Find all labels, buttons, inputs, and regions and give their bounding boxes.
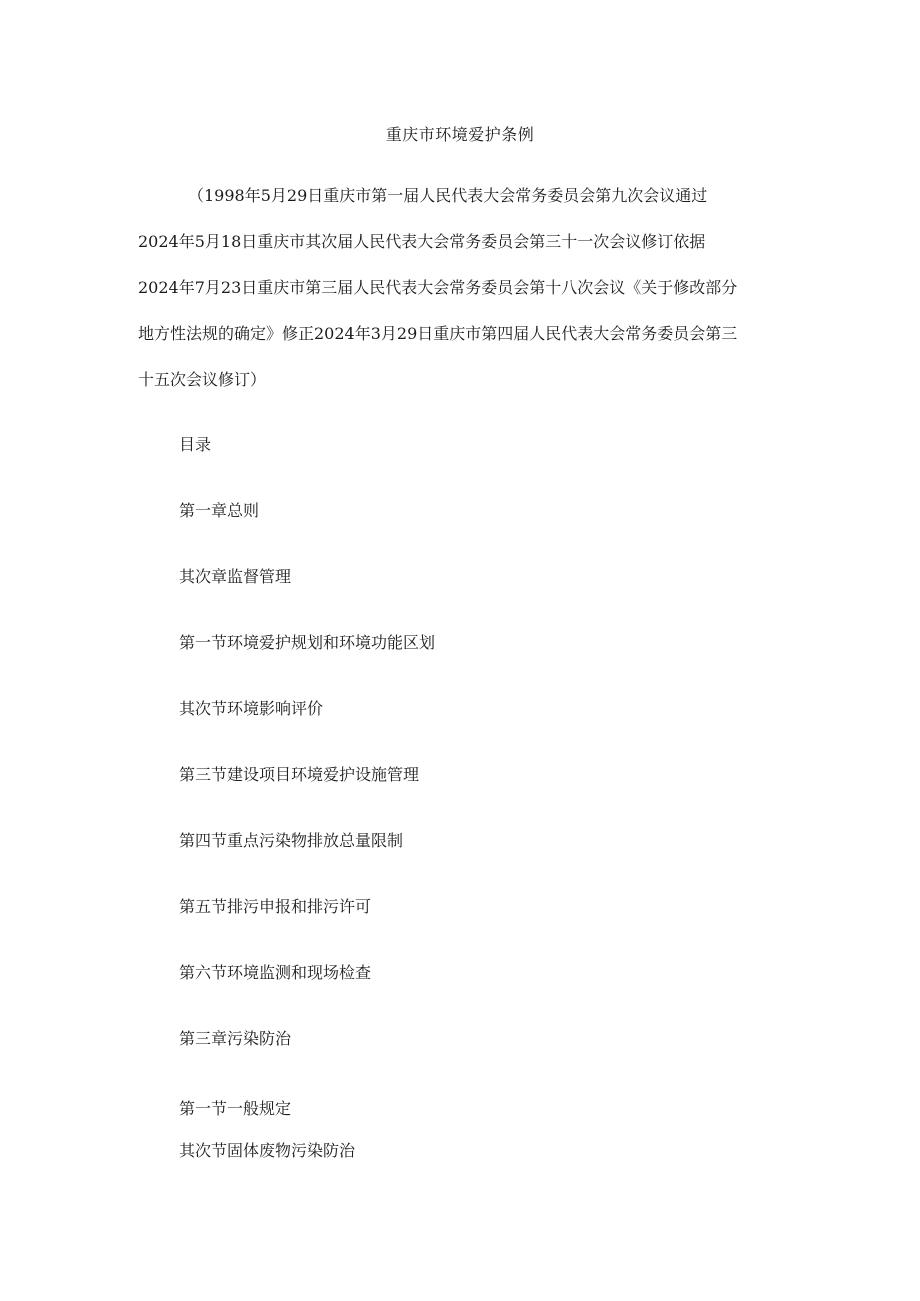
toc-item: 其次节环境影响评价 bbox=[179, 699, 324, 718]
preamble-line: 十五次会议修订） bbox=[138, 370, 267, 389]
preamble-line: 地方性法规的确定》修正2024年3月29日重庆市第四届人民代表大会常务委员会第三 bbox=[138, 324, 738, 343]
toc-item: 第三节建设项目环境爱护设施管理 bbox=[179, 765, 420, 784]
toc-item: 第一章总则 bbox=[179, 501, 260, 520]
preamble-line: （1998年5月29日重庆市第一届人民代表大会常务委员会第九次会议通过 bbox=[188, 186, 708, 205]
toc-item: 第四节重点污染物排放总量限制 bbox=[179, 831, 404, 850]
preamble bbox=[138, 180, 786, 410]
toc-item: 第五节排污申报和排污许可 bbox=[179, 897, 372, 916]
toc-item: 其次章监督管理 bbox=[179, 567, 292, 586]
toc-item: 第六节环境监测和现场检查 bbox=[179, 963, 372, 982]
preamble-line: 2024年5月18日重庆市其次届人民代表大会常务委员会第三十一次会议修订依据 bbox=[138, 232, 706, 251]
toc-item: 第三章污染防治 bbox=[179, 1029, 292, 1048]
toc-heading: 目录 bbox=[179, 435, 212, 454]
toc-item: 第一节一般规定 bbox=[179, 1099, 292, 1118]
preamble-line: 2024年7月23日重庆市第三届人民代表大会常务委员会第十八次会议《关于修改部分 bbox=[138, 278, 738, 297]
toc-item: 第一节环境爱护规划和环境功能区划 bbox=[179, 633, 436, 652]
toc-item: 其次节固体废物污染防治 bbox=[179, 1141, 356, 1160]
document-title: 重庆市环境爱护条例 bbox=[385, 125, 535, 144]
